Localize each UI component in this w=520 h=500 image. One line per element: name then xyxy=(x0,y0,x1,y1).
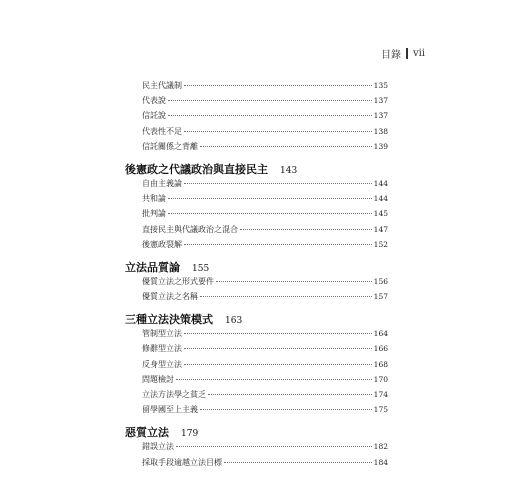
toc-section-page: 179 xyxy=(181,429,199,440)
leader-dots xyxy=(184,183,372,184)
toc-entry xyxy=(125,80,388,95)
leader-dots xyxy=(184,244,372,245)
toc-entry-page: 157 xyxy=(373,292,388,302)
toc-section xyxy=(125,161,388,254)
toc-entry-title: 立法方法學之貧乏 xyxy=(142,390,206,399)
toc-section xyxy=(125,259,388,306)
toc-entry xyxy=(125,457,388,472)
toc-entry-page: 139 xyxy=(373,141,388,151)
leader-dots xyxy=(168,100,372,101)
toc-entry xyxy=(125,178,388,193)
leader-dots xyxy=(168,213,372,214)
toc-entry xyxy=(125,291,388,306)
header-divider xyxy=(406,48,408,59)
toc-section-page: 143 xyxy=(280,165,298,176)
leader-dots xyxy=(168,198,372,199)
toc-entry-title: 信託關係之背離 xyxy=(142,141,198,151)
toc-entry xyxy=(125,343,388,358)
toc-entry-page: 144 xyxy=(373,178,388,188)
header-page-number: vii xyxy=(412,48,425,59)
toc-entry-page: 184 xyxy=(373,457,388,467)
toc-entry-title: 留學國至上主義 xyxy=(142,405,198,415)
leader-dots xyxy=(200,146,372,147)
toc-entry xyxy=(125,404,388,419)
toc-section-heading xyxy=(125,311,388,328)
toc-entry xyxy=(125,389,388,404)
toc-section-heading xyxy=(125,424,388,441)
toc-entry-page: 156 xyxy=(373,276,388,286)
leader-dots xyxy=(176,446,372,447)
leader-dots xyxy=(184,131,372,132)
toc-section-title: 後憲政之代議政治與直接民主 xyxy=(125,162,268,176)
toc-entry-title: 後憲政裂解 xyxy=(142,239,182,249)
toc-entry xyxy=(125,276,388,291)
toc-entry-page: 135 xyxy=(373,81,388,90)
toc-section-title: 立法品質論 xyxy=(125,260,180,274)
toc-entry-page: 152 xyxy=(373,239,388,249)
toc-entry xyxy=(125,208,388,223)
toc-entry-title: 批判論 xyxy=(142,209,166,219)
header-title: 目錄 xyxy=(380,50,401,61)
toc-entry-title: 管制型立法 xyxy=(142,329,182,339)
leader-dots xyxy=(176,379,372,380)
toc-section xyxy=(125,424,388,471)
leader-dots xyxy=(216,281,372,282)
leader-dots xyxy=(184,348,372,349)
toc-entry xyxy=(125,95,388,110)
table-of-contents xyxy=(125,80,388,472)
toc-entry-title: 問題檢討 xyxy=(142,374,174,384)
toc-entry-page: 174 xyxy=(373,390,388,399)
leader-dots xyxy=(184,364,372,365)
toc-section-page: 163 xyxy=(225,316,243,327)
toc-entry-page: 182 xyxy=(373,442,388,452)
toc-entry xyxy=(125,110,388,125)
toc-section-title: 惡質立法 xyxy=(125,426,169,440)
toc-entry-title: 錯誤立法 xyxy=(142,442,174,452)
leader-dots xyxy=(240,229,372,230)
leader-dots xyxy=(184,333,372,334)
toc-entry-title: 優質立法之形式要件 xyxy=(142,276,214,286)
toc-entry-page: 145 xyxy=(373,209,388,219)
toc-entry-page: 175 xyxy=(373,405,388,415)
toc-section-heading xyxy=(125,259,388,276)
toc-entry-page: 147 xyxy=(373,224,388,234)
toc-entry xyxy=(125,193,388,208)
toc-entry-page: 137 xyxy=(373,111,388,121)
toc-entry-title: 共和論 xyxy=(142,194,166,204)
toc-section xyxy=(125,311,388,419)
toc-entry-page: 170 xyxy=(373,374,388,384)
toc-intro-group xyxy=(125,80,388,156)
toc-entry-page: 137 xyxy=(373,96,388,106)
toc-entry-title: 修辭型立法 xyxy=(142,344,182,354)
toc-entry-title: 直接民主與代議政治之混合 xyxy=(142,224,238,234)
leader-dots xyxy=(208,394,372,395)
toc-entry-page: 168 xyxy=(373,359,388,369)
page-header xyxy=(381,46,425,61)
toc-entry-title: 信託說 xyxy=(142,111,166,121)
leader-dots xyxy=(200,409,372,410)
toc-section-title: 三種立法決策模式 xyxy=(125,313,213,327)
toc-entry-title: 民主代議制 xyxy=(142,81,182,90)
toc-section-page: 155 xyxy=(192,263,210,274)
toc-entry xyxy=(125,359,388,374)
toc-entry xyxy=(125,126,388,141)
toc-entry xyxy=(125,441,388,456)
toc-entry-title: 代表性不足 xyxy=(142,126,182,136)
toc-entry-page: 164 xyxy=(373,329,388,339)
toc-entry xyxy=(125,328,388,343)
toc-entry xyxy=(125,374,388,389)
toc-entry xyxy=(125,141,388,156)
toc-entry-page: 144 xyxy=(373,194,388,204)
leader-dots xyxy=(200,296,372,297)
toc-entry-page: 166 xyxy=(373,344,388,354)
leader-dots xyxy=(184,85,372,86)
toc-entry-title: 反身型立法 xyxy=(142,359,182,369)
toc-entry-title: 自由主義論 xyxy=(142,178,182,188)
toc-entry-title: 優質立法之名稱 xyxy=(142,292,198,302)
leader-dots xyxy=(224,462,372,463)
toc-entry-title: 代表說 xyxy=(142,96,166,106)
toc-entry xyxy=(125,224,388,239)
toc-entry xyxy=(125,239,388,254)
leader-dots xyxy=(168,115,372,116)
toc-section-heading xyxy=(125,161,388,178)
toc-entry-page: 138 xyxy=(373,126,388,136)
toc-entry-title: 採取手段逾越立法目標 xyxy=(142,457,222,467)
